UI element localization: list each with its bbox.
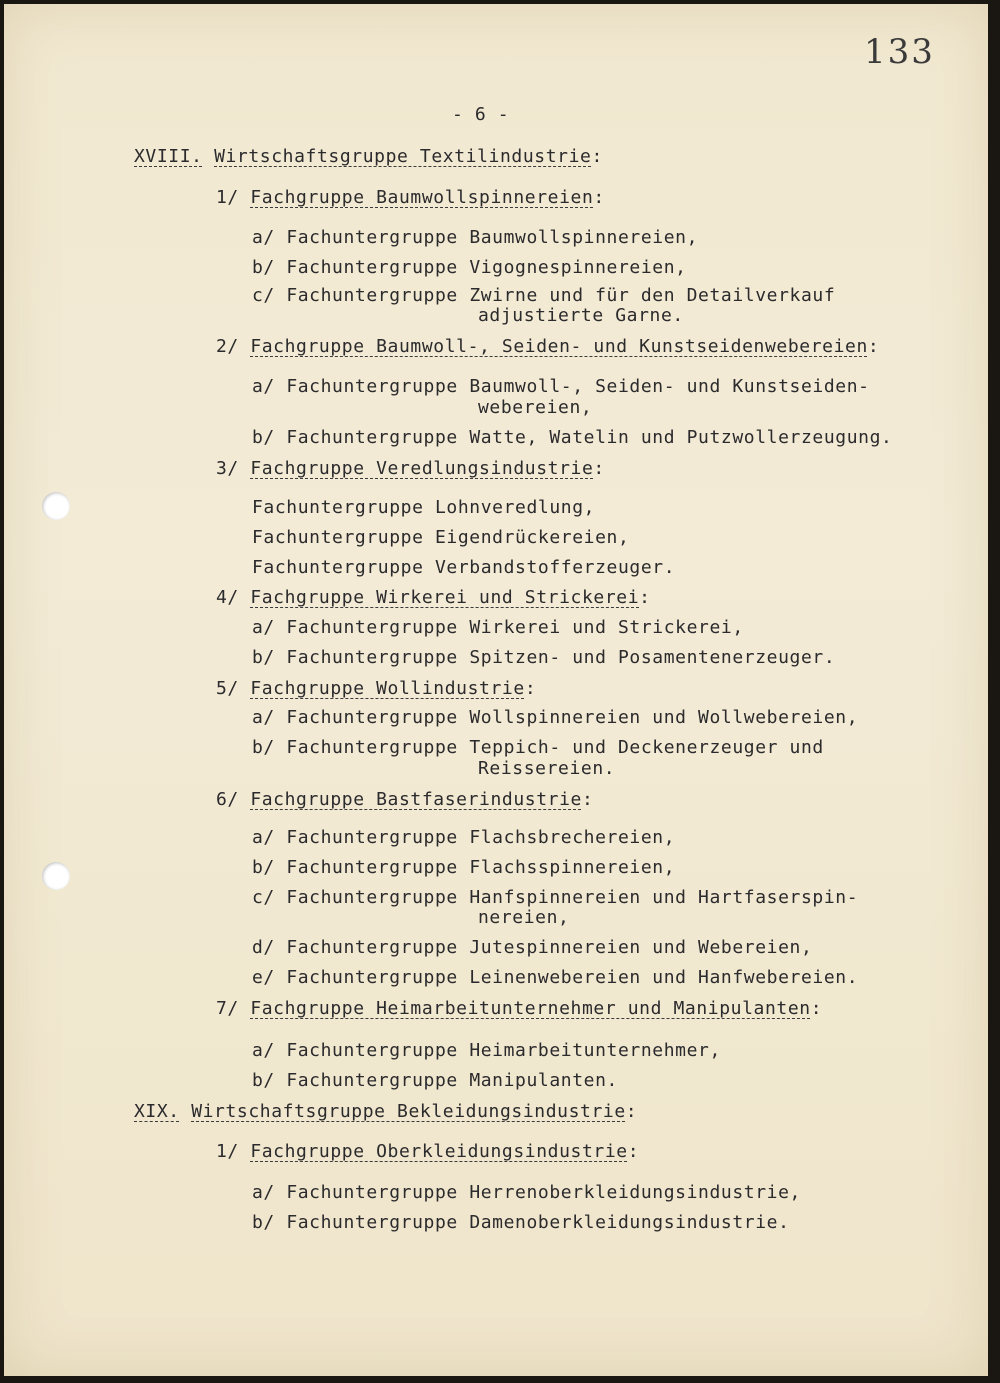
item-kind: Fachuntergruppe	[286, 707, 458, 728]
group-title: Fachgruppe Bastfaserindustrie	[250, 789, 582, 810]
group-heading: 1/ Fachgruppe Oberkleidungsindustrie:	[216, 1141, 640, 1162]
group-title: Fachgruppe Baumwollspinnereien	[250, 187, 594, 208]
item-label: d/	[252, 937, 275, 958]
item-desc: Vigognespinnereien,	[469, 257, 687, 278]
group-title: Fachgruppe Heimarbeitunternehmer und Manipulanten	[250, 998, 811, 1019]
list-item	[252, 1182, 801, 1204]
group-number: 1/	[216, 187, 239, 208]
item-desc: Flachsspinnereien,	[469, 857, 676, 878]
item-desc: Watte, Watelin und Putzwollerzeugung.	[469, 427, 893, 448]
list-item	[252, 227, 698, 249]
item-kind: Fachuntergruppe	[286, 1040, 458, 1061]
item-desc: Wirkerei und Strickerei,	[469, 617, 744, 638]
list-item	[252, 257, 687, 279]
item-kind: Fachuntergruppe	[286, 887, 458, 908]
item-kind: Fachuntergruppe	[286, 227, 458, 248]
item-desc: Heimarbeitunternehmer,	[469, 1040, 721, 1061]
group-title: Fachgruppe Wollindustrie	[250, 678, 525, 699]
group-heading: 3/ Fachgruppe Veredlungsindustrie:	[216, 458, 605, 479]
item-desc: Herrenoberkleidungsindustrie,	[469, 1182, 801, 1203]
group-heading: 1/ Fachgruppe Baumwollspinnereien:	[216, 187, 605, 208]
group-number: 4/	[216, 587, 239, 608]
item-label: a/	[252, 376, 275, 397]
item-kind: Fachuntergruppe	[286, 827, 458, 848]
group-number: 1/	[216, 1141, 239, 1162]
item-kind: Fachuntergruppe	[286, 427, 458, 448]
item-kind: Fachuntergruppe	[286, 967, 458, 988]
item-label: b/	[252, 647, 275, 668]
item-desc-continuation: adjustierte Garne.	[478, 305, 684, 326]
list-item	[252, 497, 595, 519]
punch-hole-bottom	[42, 862, 70, 890]
item-kind: Fachuntergruppe	[286, 1212, 458, 1233]
item-desc: Hanfspinnereien und Hartfaserspin-	[469, 887, 859, 908]
item-kind: Fachuntergruppe	[252, 497, 424, 518]
item-kind: Fachuntergruppe	[286, 1182, 458, 1203]
group-title: Fachgruppe Baumwoll-, Seiden- und Kunstseidenwebereien	[250, 336, 868, 357]
item-desc: Spitzen- und Posamentenerzeuger.	[469, 647, 836, 668]
item-desc: Zwirne und für den Detailverkauf	[469, 285, 836, 306]
group-title: Fachgruppe Oberkleidungsindustrie	[250, 1141, 628, 1162]
list-item	[252, 887, 858, 909]
item-label: b/	[252, 1070, 275, 1091]
list-item	[252, 737, 824, 759]
list-item	[252, 427, 892, 449]
section-heading: XVIII. Wirtschaftsgruppe Textilindustrie:	[134, 146, 603, 167]
group-heading: 4/ Fachgruppe Wirkerei und Strickerei:	[216, 587, 651, 608]
section-heading: XIX. Wirtschaftsgruppe Bekleidungsindustrie:	[134, 1101, 638, 1122]
item-label: a/	[252, 617, 275, 638]
item-kind: Fachuntergruppe	[252, 557, 424, 578]
group-number: 5/	[216, 678, 239, 699]
section-title: Wirtschaftsgruppe Textilindustrie	[214, 146, 592, 167]
list-item	[252, 285, 835, 307]
item-label: b/	[252, 427, 275, 448]
group-heading: 6/ Fachgruppe Bastfaserindustrie:	[216, 789, 594, 810]
list-item	[252, 617, 744, 639]
item-label: b/	[252, 857, 275, 878]
list-item	[252, 827, 675, 849]
item-desc: Eigendrückereien,	[435, 527, 630, 548]
item-kind: Fachuntergruppe	[286, 285, 458, 306]
group-title: Fachgruppe Wirkerei und Strickerei	[250, 587, 640, 608]
item-kind: Fachuntergruppe	[286, 647, 458, 668]
item-label: a/	[252, 1182, 275, 1203]
item-label: b/	[252, 737, 275, 758]
punch-hole-top	[42, 492, 70, 520]
item-desc: Leinenwebereien und Hanfwebereien.	[469, 967, 859, 988]
list-item	[252, 1070, 618, 1092]
list-item	[252, 376, 870, 398]
item-label: a/	[252, 227, 275, 248]
item-kind: Fachuntergruppe	[252, 527, 424, 548]
item-desc: Jutespinnereien und Webereien,	[469, 937, 813, 958]
item-kind: Fachuntergruppe	[286, 257, 458, 278]
item-desc: Verbandstofferzeuger.	[435, 557, 676, 578]
item-desc: Lohnveredlung,	[435, 497, 596, 518]
page-marker: - 6 -	[452, 104, 510, 125]
item-desc: Baumwoll-, Seiden- und Kunstseiden-	[469, 376, 870, 397]
list-item	[252, 557, 675, 579]
item-kind: Fachuntergruppe	[286, 1070, 458, 1091]
item-kind: Fachuntergruppe	[286, 737, 458, 758]
item-label: b/	[252, 257, 275, 278]
item-label: c/	[252, 285, 275, 306]
list-item	[252, 937, 812, 959]
list-item	[252, 527, 629, 549]
item-desc: Baumwollspinnereien,	[469, 227, 699, 248]
list-item	[252, 1040, 721, 1062]
group-number: 3/	[216, 458, 239, 479]
list-item	[252, 967, 858, 989]
item-desc-continuation: Reissereien.	[478, 758, 616, 779]
item-kind: Fachuntergruppe	[286, 937, 458, 958]
group-number: 7/	[216, 998, 239, 1019]
section-title: Wirtschaftsgruppe Bekleidungsindustrie	[191, 1101, 626, 1122]
item-label: b/	[252, 1212, 275, 1233]
archive-page-number: 133	[864, 32, 935, 72]
item-desc: Wollspinnereien und Wollwebereien,	[469, 707, 859, 728]
group-number: 2/	[216, 336, 239, 357]
item-label: a/	[252, 707, 275, 728]
item-kind: Fachuntergruppe	[286, 617, 458, 638]
item-kind: Fachuntergruppe	[286, 857, 458, 878]
section-numeral: XIX.	[134, 1101, 180, 1122]
group-title: Fachgruppe Veredlungsindustrie	[250, 458, 594, 479]
item-desc-continuation: nereien,	[478, 907, 570, 928]
item-label: e/	[252, 967, 275, 988]
list-item	[252, 647, 835, 669]
item-label: a/	[252, 1040, 275, 1061]
item-desc: Flachsbrechereien,	[469, 827, 676, 848]
item-desc: Manipulanten.	[469, 1070, 618, 1091]
group-number: 6/	[216, 789, 239, 810]
item-label: a/	[252, 827, 275, 848]
section-numeral: XVIII.	[134, 146, 203, 167]
group-heading: 7/ Fachgruppe Heimarbeitunternehmer und Manipulanten:	[216, 998, 823, 1019]
list-item	[252, 1212, 790, 1234]
group-heading: 2/ Fachgruppe Baumwoll-, Seiden- und Kunstseidenwebereien:	[216, 336, 880, 357]
item-desc-continuation: webereien,	[478, 397, 593, 418]
item-label: c/	[252, 887, 275, 908]
item-desc: Damenoberkleidungsindustrie.	[469, 1212, 790, 1233]
list-item	[252, 857, 675, 879]
item-kind: Fachuntergruppe	[286, 376, 458, 397]
group-heading: 5/ Fachgruppe Wollindustrie:	[216, 678, 537, 699]
list-item	[252, 707, 858, 729]
item-desc: Teppich- und Deckenerzeuger und	[469, 737, 824, 758]
